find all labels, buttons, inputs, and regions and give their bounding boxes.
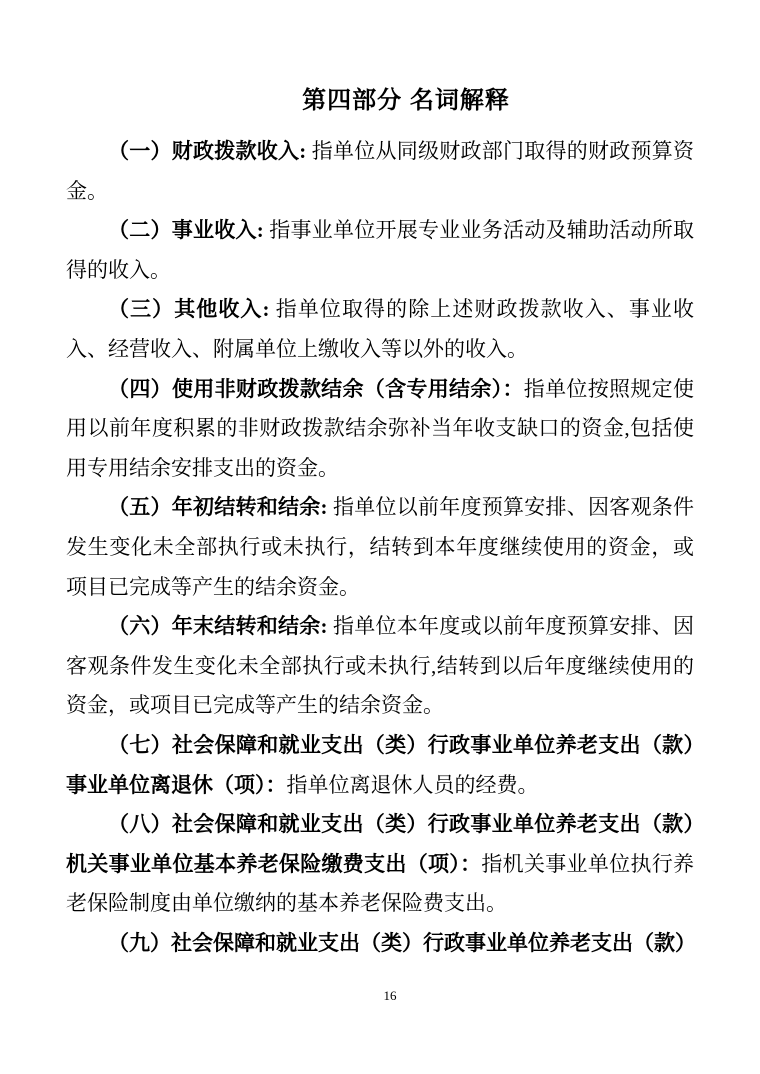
- definition-text: 指单位取得的除上述财政拨款收入、事业收入、经营收入、附属单位上缴收入等以外的收入。: [66, 297, 694, 361]
- definition-text: 指单位按照规定使用以前年度积累的非财政拨款结余弥补当年收支缺口的资金,包括使用专用结余安排支出的资金。: [66, 376, 695, 480]
- definition-text: 指单位从同级财政部门取得的财政预算资金。: [66, 139, 694, 203]
- definition-term: （六）年末结转和结余:: [108, 614, 328, 639]
- definition-text: 指单位离退休人员的经费。: [286, 772, 539, 797]
- page-title: 第四部分 名词解释: [302, 87, 510, 114]
- page-number: 16: [383, 988, 397, 1003]
- definition-term: （九）社会保障和就业支出（类）行政事业单位养老支出（款）: [108, 930, 696, 955]
- definition-term: （五）年初结转和结余:: [108, 495, 328, 520]
- definition-paragraph: [66, 924, 694, 964]
- definition-term: （八）社会保障和就业支出（类）行政事业单位养老支出（款）机关事业单位基本养老保险缴费支出（项）：: [66, 812, 694, 876]
- definition-text: 指事业单位开展专业业务活动及辅助活动所取得的收入。: [66, 218, 694, 282]
- definition-paragraph: [66, 132, 694, 211]
- definition-text: 指单位本年度或以前年度预算安排、因客观条件发生变化未全部执行或未执行,结转到以后年度继续使用的资金，或项目已完成等产生的结余资金。: [66, 614, 694, 718]
- document-body: [0, 132, 760, 963]
- definition-paragraph: [66, 607, 694, 726]
- definitions-list: [66, 132, 694, 963]
- definition-text: 指机关事业单位执行养老保险制度由单位缴纳的基本养老保险费支出。: [66, 851, 695, 916]
- definition-paragraph: [66, 726, 694, 805]
- definition-term: （四）使用非财政拨款结余（含专用结余）：: [108, 376, 524, 401]
- definition-paragraph: [66, 211, 694, 290]
- definition-paragraph: [66, 370, 694, 489]
- definition-term: （一）财政拨款收入:: [108, 139, 307, 163]
- definition-term: （七）社会保障和就业支出（类）行政事业单位养老支出（款）事业单位离退休（项）：: [66, 732, 694, 797]
- definition-paragraph: [66, 488, 694, 607]
- definition-paragraph: [66, 290, 694, 369]
- definition-term: （二）事业收入:: [108, 218, 264, 243]
- definition-text: 指单位以前年度预算安排、因客观条件发生变化未全部执行或未执行，结转到本年度继续使用的资金，或项目已完成等产生的结余资金。: [66, 495, 694, 599]
- definition-paragraph: [66, 805, 694, 924]
- definition-term: （三）其他收入:: [108, 297, 270, 322]
